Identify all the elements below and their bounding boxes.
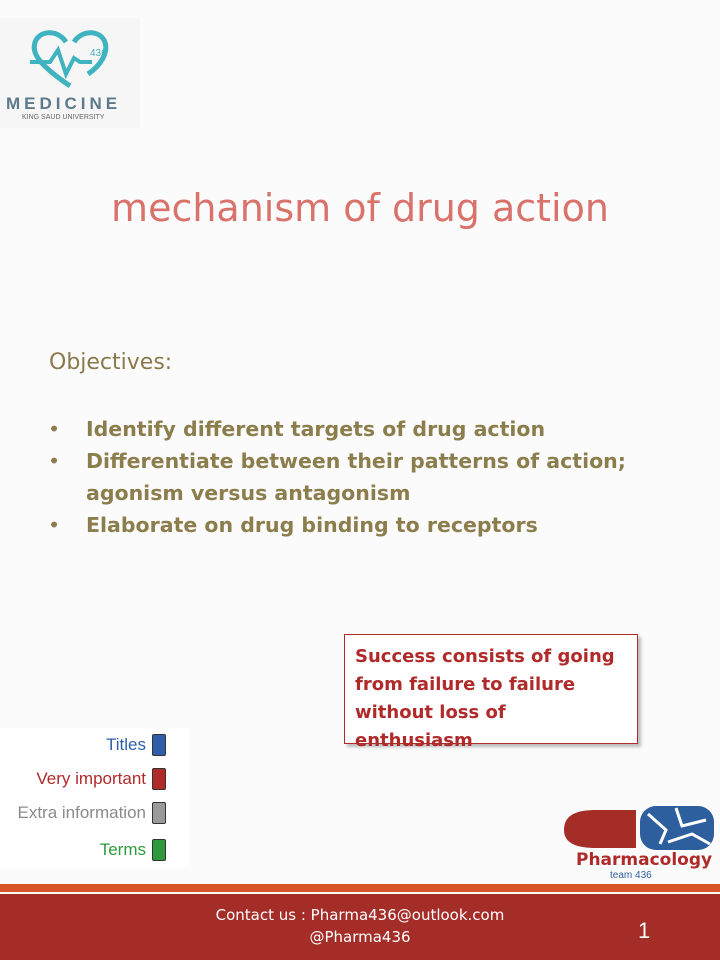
- legend-item-extra-information: [18, 800, 167, 826]
- brand-team: team 436: [610, 870, 652, 881]
- quote-box: Success consists of going from failure to failure without loss of enthusiasm: [344, 634, 638, 744]
- footer-divider: [0, 884, 720, 892]
- objective-text: Identify different targets of drug action: [86, 417, 546, 441]
- color-legend: [0, 728, 190, 868]
- page-title: mechanism of drug action: [111, 186, 609, 230]
- list-item: • Elaborate on drug binding to receptors: [48, 513, 538, 537]
- page-number: 1: [638, 918, 651, 943]
- logo-word: MEDICINE: [6, 94, 122, 113]
- list-item: • Identify different targets of drug action: [48, 417, 546, 441]
- contact-handle: @Pharma436: [309, 928, 411, 946]
- logo-number: 436: [90, 48, 107, 59]
- legend-swatch: [152, 768, 166, 790]
- legend-item-titles: [106, 732, 166, 758]
- legend-item-very-important: [36, 766, 166, 792]
- legend-item-terms: [100, 837, 166, 863]
- legend-swatch: [152, 802, 166, 824]
- legend-swatch: [152, 839, 166, 861]
- legend-label: Very important: [36, 769, 146, 788]
- brand-name: Pharmacology: [576, 850, 713, 870]
- contact-email: Contact us : Pharma436@outlook.com: [215, 906, 505, 924]
- legend-label: Terms: [99, 840, 146, 859]
- medicine-logo: [0, 18, 140, 128]
- objective-text: Elaborate on drug binding to receptors: [86, 513, 538, 537]
- logo-subtitle: KING SAUD UNIVERSITY: [22, 114, 105, 121]
- list-item: • Differentiate between their patterns of action; agonism versus antagonism: [48, 449, 626, 505]
- objectives-list: [48, 413, 648, 541]
- footer-contact: [0, 904, 720, 948]
- legend-swatch: [152, 734, 166, 756]
- objective-text: Differentiate between their patterns of action; agonism versus antagonism: [86, 449, 626, 505]
- legend-label: Extra information: [17, 803, 146, 822]
- heart-pulse-icon: [28, 28, 112, 90]
- objectives-heading: Objectives:: [49, 350, 173, 375]
- legend-label: Titles: [106, 735, 146, 754]
